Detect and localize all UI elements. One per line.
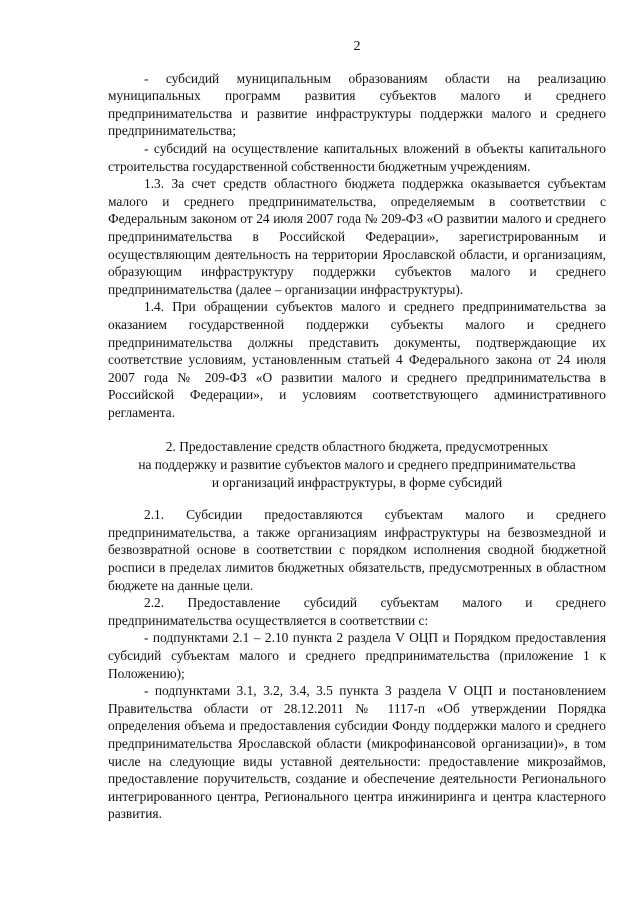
paragraph-2-1: 2.1. Субсидии предоставляются субъектам малого и среднего предпринимательства, а также организациям инфраструктуры на безвозмездной и безвозвратной основе в соответствии с порядком исполнения сводной бюджетной росписи в пределах лимитов бюджетных обязательств, предусмотренных в областном бюджете на данные цели. (108, 507, 606, 593)
list-item-subparagraphs-2: - подпунктами 2.1 – 2.10 пункта 2 раздела V ОЦП и Порядком предоставления субсидий субъектам малого и среднего предпринимательства (приложение 1 к Положению); (108, 630, 606, 681)
section-heading-line: 2. Предоставление средств областного бюджета, предусмотренных (165, 439, 549, 455)
paragraph-subsidies-municipal: - субсидий муниципальным образованиям области на реализацию муниципальных программ развития субъектов малого и среднего предпринимательства и развитие инфраструктуры поддержки малого и среднего предпринимательства; (108, 70, 606, 139)
section-heading-line: на поддержку и развитие субъектов малого и среднего предпринимательства (138, 457, 576, 473)
paragraph-1-3: 1.3. За счет средств областного бюджета поддержка оказывается субъектам малого и среднего предпринимательства, определяемым в соответствии с Федеральным законом от 24 июля 2007 года № 209-ФЗ «О развитии малого и среднего предпринимательства в Российской Федерации», зарегистрированным и осуществляющим деятельность на территории Ярославской области, и организациям, образующим инфраструктуру поддержки субъектов малого и среднего предпринимательства (далее – организации инфраструктуры). (108, 176, 606, 297)
document-page (108, 38, 606, 823)
page-number: 2 (353, 39, 361, 54)
paragraph-subsidies-capital: - субсидий на осуществление капитальных вложений в объекты капитального строительства государственной собственности бюджетным учреждениям. (108, 140, 606, 174)
paragraph-1-4: 1.4. При обращении субъектов малого и среднего предпринимательства за оказанием государственной поддержки субъекты малого и среднего предпринимательства должны представить документы, подтверждающие их соответствие условиям, установленным статьей 4 Федерального закона от 24 июля 2007 года № 209-ФЗ «О развитии малого и среднего предпринимательства в Российской Федерации», и условиям соответствующего административного регламента. (108, 299, 606, 420)
section-heading (108, 438, 606, 491)
list-item-subparagraphs-3: - подпунктами 3.1, 3.2, 3.4, 3.5 пункта 3 раздела V ОЦП и постановлением Правительства области от 28.12.2011 № 1117-п «Об утверждении Порядка определения объема и предоставления субсидии Фонду поддержки малого и среднего предпринимательства Ярославской области (микрофинансовой организации)», в том числе на следующие виды уставной деятельности: предоставление микрозаймов, предоставление поручительств, создание и обеспечение деятельности Регионального интегрированного центра, Регионального центра инжиниринга и центра кластерного развития. (108, 683, 606, 822)
paragraph-2-2: 2.2. Предоставление субсидий субъектам малого и среднего предпринимательства осуществляется в соответствии с: (108, 595, 606, 628)
section-heading-line: и организаций инфраструктуры, в форме субсидий (211, 474, 503, 490)
